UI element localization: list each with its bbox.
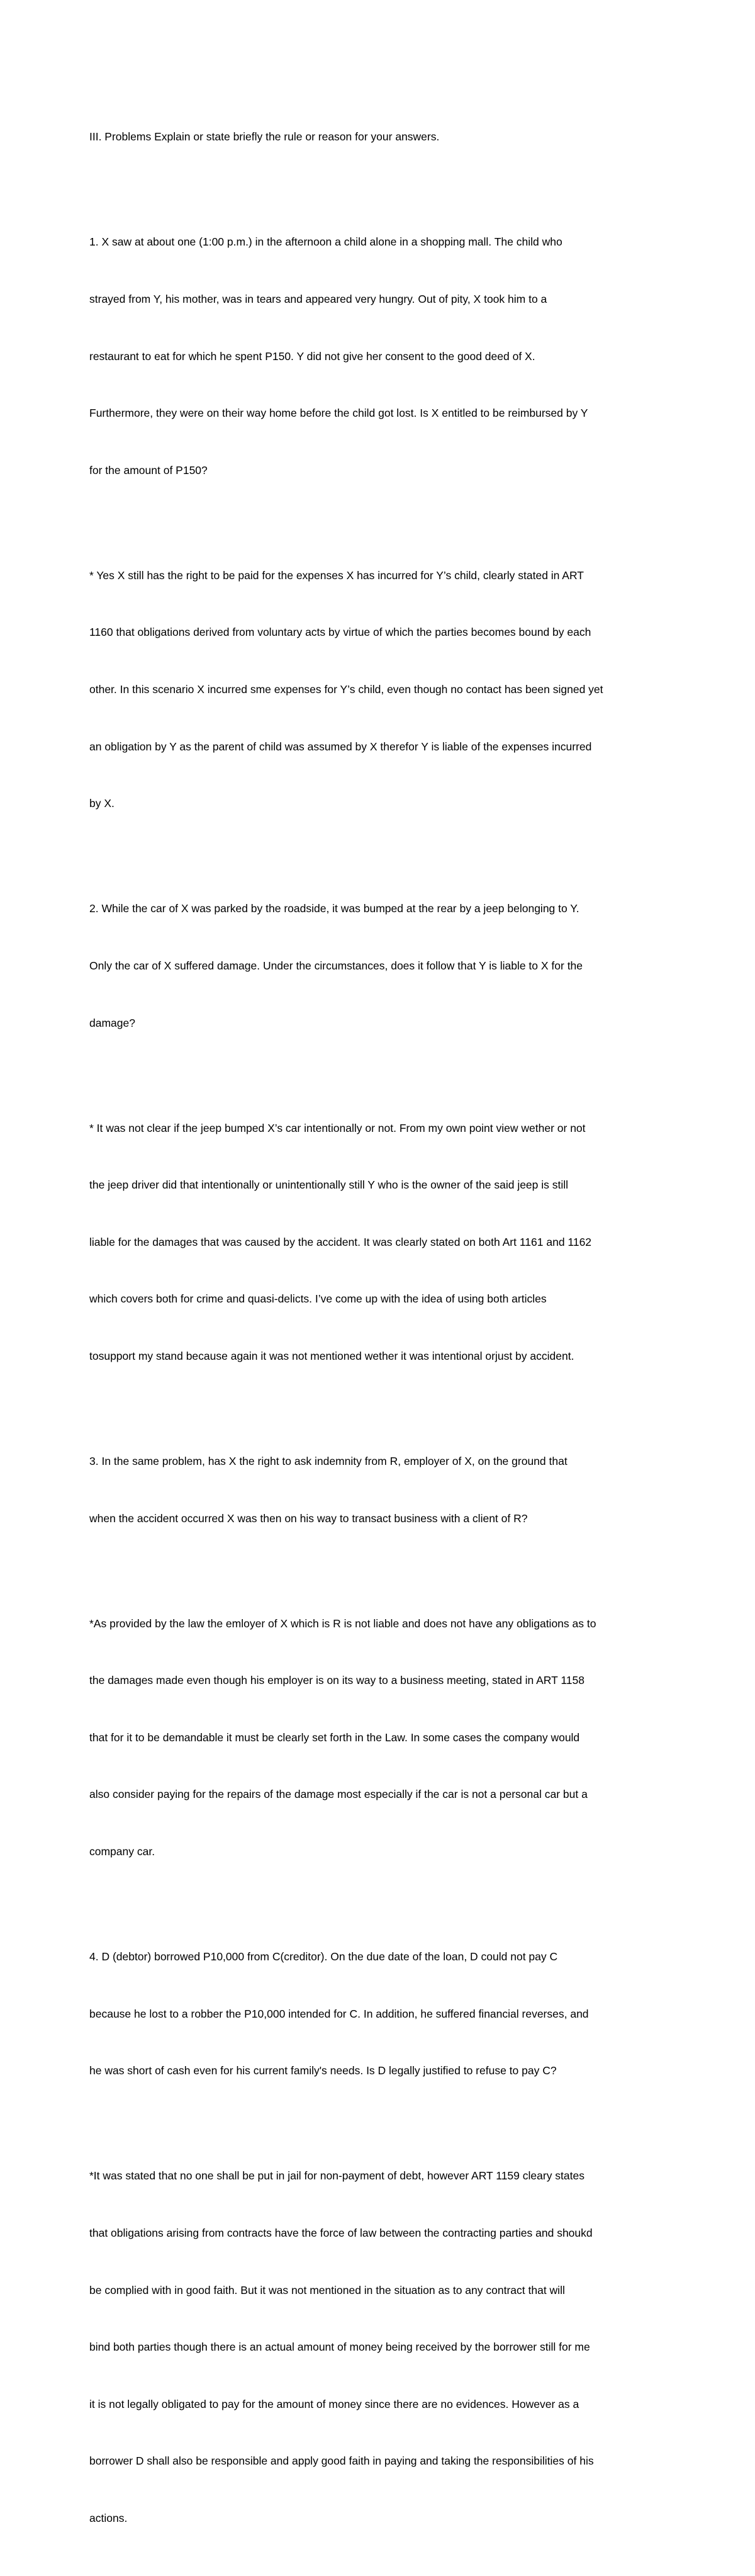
text-line: by X.	[89, 797, 115, 810]
text-line: *As provided by the law the emloyer of X which is R is not liable and does not have any obligations as to	[89, 1617, 596, 1630]
question-4	[89, 1909, 671, 2118]
text-line: the damages made even though his employer is on its way to a business meeting, stated in ART 1158	[89, 1674, 584, 1687]
text-line: *It was stated that no one shall be put in jail for non-payment of debt, however ART 1159 cleary states	[89, 2169, 584, 2183]
text-line: Only the car of X suffered damage. Under the circumstances, does it follow that Y is liable to X for the	[89, 959, 583, 972]
text-line: * Yes X still has the right to be paid for the expenses X has incurred for Y’s child, clearly stated in ART	[89, 568, 584, 582]
text-line: that obligations arising from contracts have the force of law between the contracting parties and shoukd	[89, 2226, 593, 2239]
answer-3	[89, 1576, 671, 1899]
text-line: 4. D (debtor) borrowed P10,000 from C(creditor). On the due date of the loan, D could not pay C	[89, 1950, 558, 1963]
text-line: an obligation by Y as the parent of child was assumed by X therefor Y is liable of the expenses incurred	[89, 740, 592, 753]
text-line: company car.	[89, 1845, 155, 1858]
question-1	[89, 195, 671, 517]
text-line: when the accident occurred X was then on his way to transact business with a client of R?	[89, 1511, 528, 1525]
text-line: borrower D shall also be responsible and apply good faith in paying and taking the responsibilities of his	[89, 2455, 594, 2468]
text-line: that for it to be demandable it must be clearly set forth in the Law. In some cases the company would	[89, 1731, 580, 1744]
text-line: strayed from Y, his mother, was in tears and appeared very hungry. Out of pity, X took him to a	[89, 293, 547, 306]
text-line: it is not legally obligated to pay for the amount of money since there are no evidences. However as a	[89, 2397, 579, 2410]
text-line: damage?	[89, 1016, 135, 1029]
text-line: bind both parties though there is an actual amount of money being received by the borrower still for me	[89, 2341, 590, 2354]
document-body	[89, 89, 671, 2576]
text-line: 1. X saw at about one (1:00 p.m.) in the afternoon a child alone in a shopping mall. The child who	[89, 235, 562, 249]
text-line: be complied with in good faith. But it was not mentioned in the situation as to any contract that will	[89, 2283, 565, 2296]
text-line: restaurant to eat for which he spent P150. Y did not give her consent to the good deed of X.	[89, 349, 535, 363]
text-line: he was short of cash even for his current family's needs. Is D legally justified to refuse to pay C?	[89, 2064, 557, 2077]
section-heading	[89, 89, 671, 184]
question-3	[89, 1414, 671, 1566]
text-line: the jeep driver did that intentionally or unintentionally still Y who is the owner of the said jeep is still	[89, 1178, 569, 1192]
text-line: 2. While the car of X was parked by the roadside, it was bumped at the rear by a jeep belonging to Y.	[89, 902, 579, 915]
text-line: for the amount of P150?	[89, 463, 208, 477]
text-line: because he lost to a robber the P10,000 intended for C. In addition, he suffered financial reverses, and	[89, 2007, 589, 2020]
answer-1	[89, 528, 671, 850]
text-line: * It was not clear if the jeep bumped X’s car intentionally or not. From my own point view wether or not	[89, 1121, 586, 1134]
heading-line: III. Problems Explain or state briefly the rule or reason for your answers.	[89, 130, 440, 144]
text-line: other. In this scenario X incurred sme expenses for Y’s child, even though no contact has been signed yet	[89, 683, 603, 696]
question-2	[89, 861, 671, 1070]
answer-4	[89, 2128, 671, 2566]
text-line: which covers both for crime and quasi-delicts. I’ve come up with the idea of using both articles	[89, 1292, 547, 1306]
text-line: actions.	[89, 2511, 128, 2524]
text-line: liable for the damages that was caused by the accident. It was clearly stated on both Art 1161 and 1162	[89, 1235, 592, 1248]
answer-2	[89, 1080, 671, 1403]
text-line: 3. In the same problem, has X the right to ask indemnity from R, employer of X, on the ground that	[89, 1455, 568, 1468]
text-line: Furthermore, they were on their way home before the child got lost. Is X entitled to be reimbursed by Y	[89, 407, 588, 420]
text-line: 1160 that obligations derived from voluntary acts by virtue of which the parties becomes bound by each	[89, 626, 591, 639]
text-line: also consider paying for the repairs of the damage most especially if the car is not a personal car but a	[89, 1788, 588, 1801]
text-line: tosupport my stand because again it was not mentioned wether it was intentional orjust by accident.	[89, 1350, 574, 1362]
